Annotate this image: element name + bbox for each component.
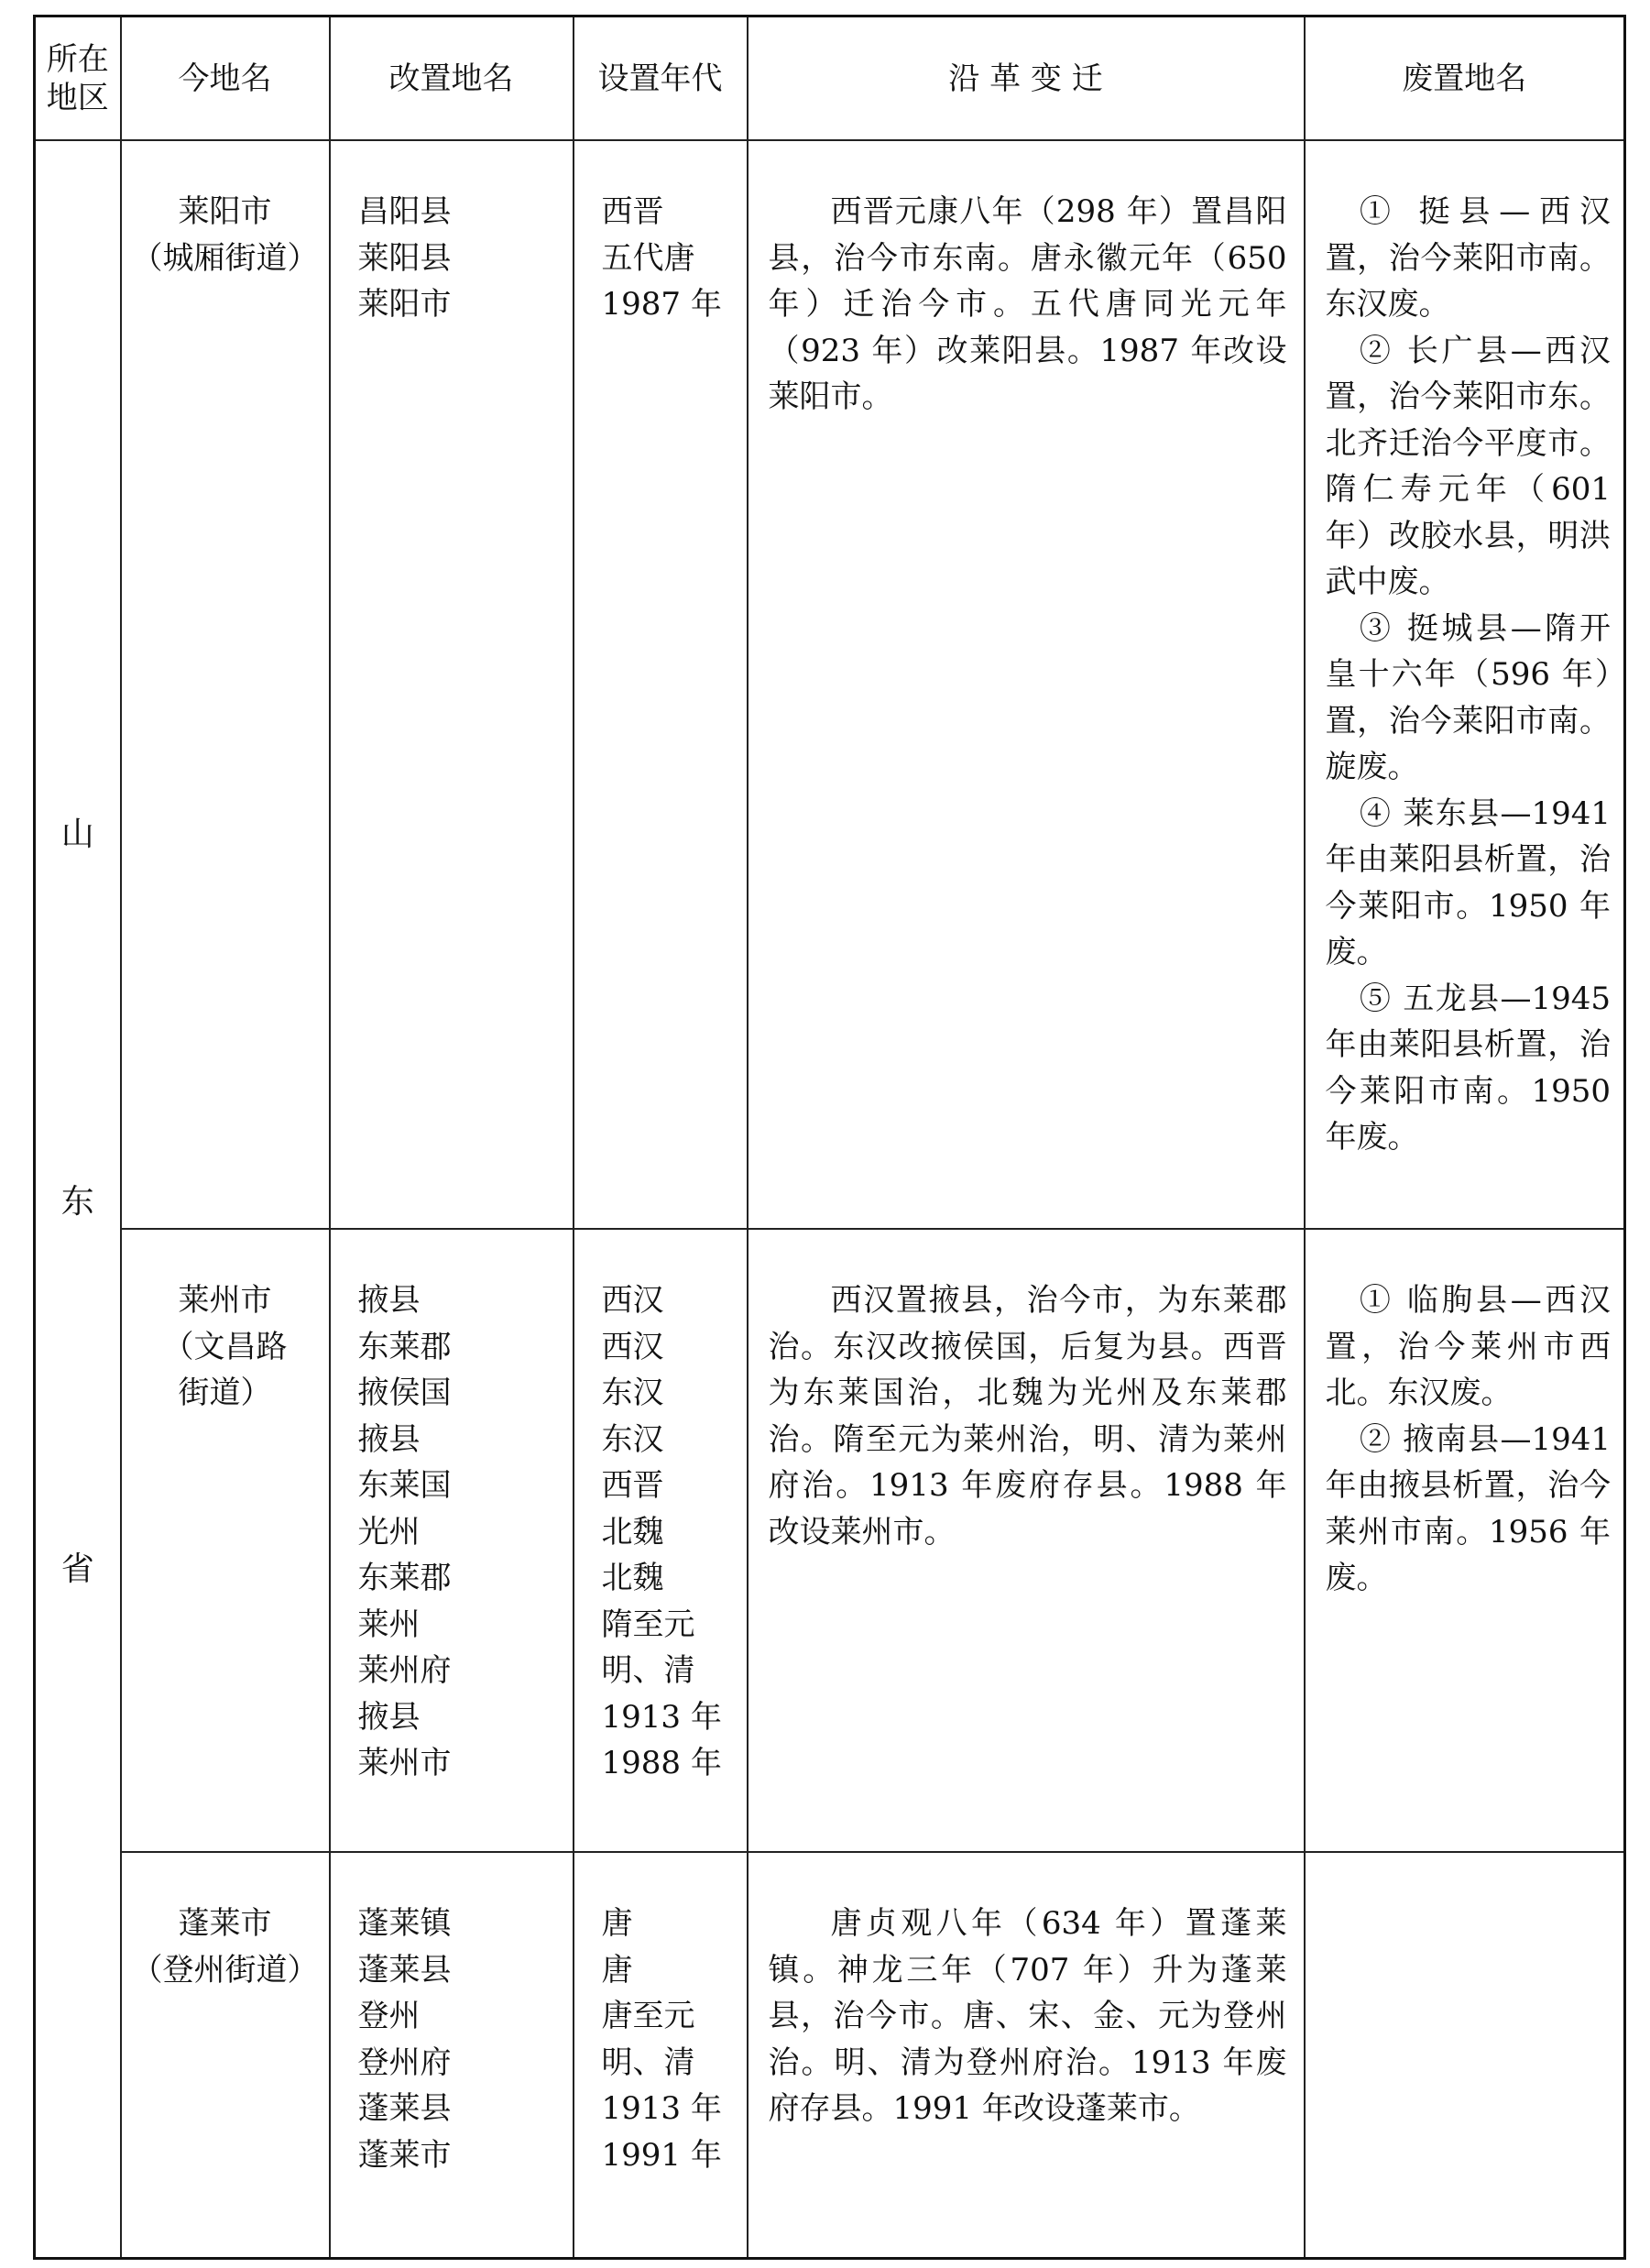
abolished-entry: ③ 挺城县—隋开皇十六年（596 年）置，治今莱阳市南。旋废。 [1325, 609, 1611, 785]
current-name-cell [121, 1229, 330, 1852]
current-name-cell [121, 1852, 330, 2259]
era-cell [574, 1229, 748, 1852]
list-item: 莱州市 [357, 1745, 452, 1781]
list-item: 1987 年 [601, 286, 722, 323]
list-item: 1991 年 [601, 2136, 722, 2174]
era-cell [574, 140, 748, 1229]
table-row [35, 140, 1625, 1229]
current-name-sub: （文昌路 街道） [162, 1328, 288, 1411]
abolished-entry: ① 临朐县—西汉置，治今莱州市西北。东汉废。 [1325, 1282, 1611, 1411]
list-item: 莱州 [357, 1605, 421, 1643]
abolished-entry: ⑤ 五龙县—1945 年由莱阳县析置，治今莱阳市南。1950 年废。 [1325, 980, 1611, 1156]
list-item: 蓬莱镇 [357, 1905, 452, 1942]
abolished-cell [1305, 1852, 1625, 2259]
list-item: 1913 年 [601, 2090, 722, 2127]
list-item: 登州府 [357, 2043, 452, 2081]
list-item: 唐 [601, 1951, 633, 1989]
list-item: 东汉 [601, 1420, 664, 1458]
list-item: 掖县 [357, 1420, 421, 1458]
changed-names-cell [330, 1852, 574, 2259]
abolished-entry: ② 长广县—西汉置，治今莱阳市东。北齐迁治今平度市。隋仁寿元年（601 年）改胶水县，明洪武中废。 [1325, 332, 1611, 600]
region-char: 山 [60, 816, 94, 853]
list-item: 掖县 [357, 1698, 421, 1736]
changed-names-cell [330, 140, 574, 1229]
list-item: 隋至元 [601, 1605, 695, 1643]
list-item: 西汉 [601, 1328, 664, 1365]
list-item: 明、清 [601, 1652, 695, 1689]
changed-names-cell [330, 1229, 574, 1852]
list-item: 西晋 [601, 193, 664, 230]
current-name: 莱州市 [178, 1282, 272, 1319]
header-history: 沿 革 变 迁 [748, 16, 1305, 141]
header-era: 设置年代 [574, 16, 748, 141]
abolished-cell [1305, 1229, 1625, 1852]
list-item: 东莱国 [357, 1467, 452, 1504]
current-name-cell [121, 140, 330, 1229]
history-cell [748, 140, 1305, 1229]
table-row [35, 1852, 1625, 2259]
list-item: 唐至元 [601, 1998, 695, 2034]
history-text: 唐贞观八年（634 年）置蓬莱镇。神龙三年（707 年）升为蓬莱县，治今市。唐、宋、金、元为登州治。明、清为登州府治。1913 年废府存县。1991 年改设蓬莱市。 [768, 1905, 1287, 2127]
list-item: 1988 年 [601, 1745, 722, 1781]
list-item: 掖侯国 [357, 1375, 452, 1411]
region-char: 东 [60, 1183, 94, 1221]
list-item: 莱州府 [357, 1652, 452, 1689]
region-char: 省 [60, 1550, 94, 1588]
history-cell [748, 1229, 1305, 1852]
list-item: 唐 [601, 1905, 633, 1942]
current-name-sub: （城厢街道） [131, 239, 319, 277]
list-item: 东莱郡 [357, 1328, 452, 1365]
history-table [33, 15, 1626, 2260]
list-item: 蓬莱县 [357, 1951, 452, 1989]
list-item: 蓬莱县 [357, 2090, 452, 2127]
history-text: 西晋元康八年（298 年）置昌阳县，治今市东南。唐永徽元年（650 年）迁治今市。五代唐同光元年（923 年）改莱阳县。1987 年改设莱阳市。 [768, 193, 1287, 415]
list-item: 北魏 [601, 1560, 664, 1596]
header-region: 所在 地区 [35, 16, 121, 141]
list-item: 五代唐 [601, 239, 695, 277]
history-cell [748, 1852, 1305, 2259]
header-changed-names: 改置地名 [330, 16, 574, 141]
list-item: 登州 [357, 1998, 421, 2034]
list-item: 东莱郡 [357, 1560, 452, 1596]
abolished-entry: ② 掖南县—1941 年由掖县析置，治今莱州市南。1956 年废。 [1325, 1420, 1611, 1596]
current-name-sub: （登州街道） [131, 1951, 319, 1989]
header-abolished: 废置地名 [1305, 16, 1625, 141]
list-item: 蓬莱市 [357, 2136, 452, 2174]
header-row [35, 16, 1625, 141]
list-item: 1913 年 [601, 1698, 722, 1736]
list-item: 掖县 [357, 1282, 421, 1319]
abolished-entry: ① 挺县—西汉置，治今莱阳市南。东汉废。 [1325, 193, 1611, 323]
history-text: 西汉置掖县，治今市，为东莱郡治。东汉改掖侯国，后复为县。西晋为东莱国治，北魏为光州及东莱郡治。隋至元为莱州治，明、清为莱州府治。1913 年废府存县。1988 年改设莱州市。 [768, 1282, 1287, 1550]
list-item: 西汉 [601, 1282, 664, 1319]
header-current-name: 今地名 [121, 16, 330, 141]
current-name: 蓬莱市 [178, 1905, 272, 1942]
list-item: 昌阳县 [357, 193, 452, 230]
list-item: 莱阳县 [357, 239, 452, 277]
era-cell [574, 1852, 748, 2259]
list-item: 西晋 [601, 1467, 664, 1504]
list-item: 东汉 [601, 1375, 664, 1411]
list-item: 明、清 [601, 2043, 695, 2081]
abolished-cell [1305, 140, 1625, 1229]
current-name: 莱阳市 [178, 193, 272, 230]
region-cell [35, 140, 121, 2259]
list-item: 光州 [357, 1513, 421, 1550]
abolished-entry: ④ 莱东县—1941 年由莱阳县析置，治今莱阳市。1950 年废。 [1325, 794, 1611, 970]
list-item: 莱阳市 [357, 286, 452, 323]
list-item: 北魏 [601, 1513, 664, 1550]
table-row [35, 1229, 1625, 1852]
